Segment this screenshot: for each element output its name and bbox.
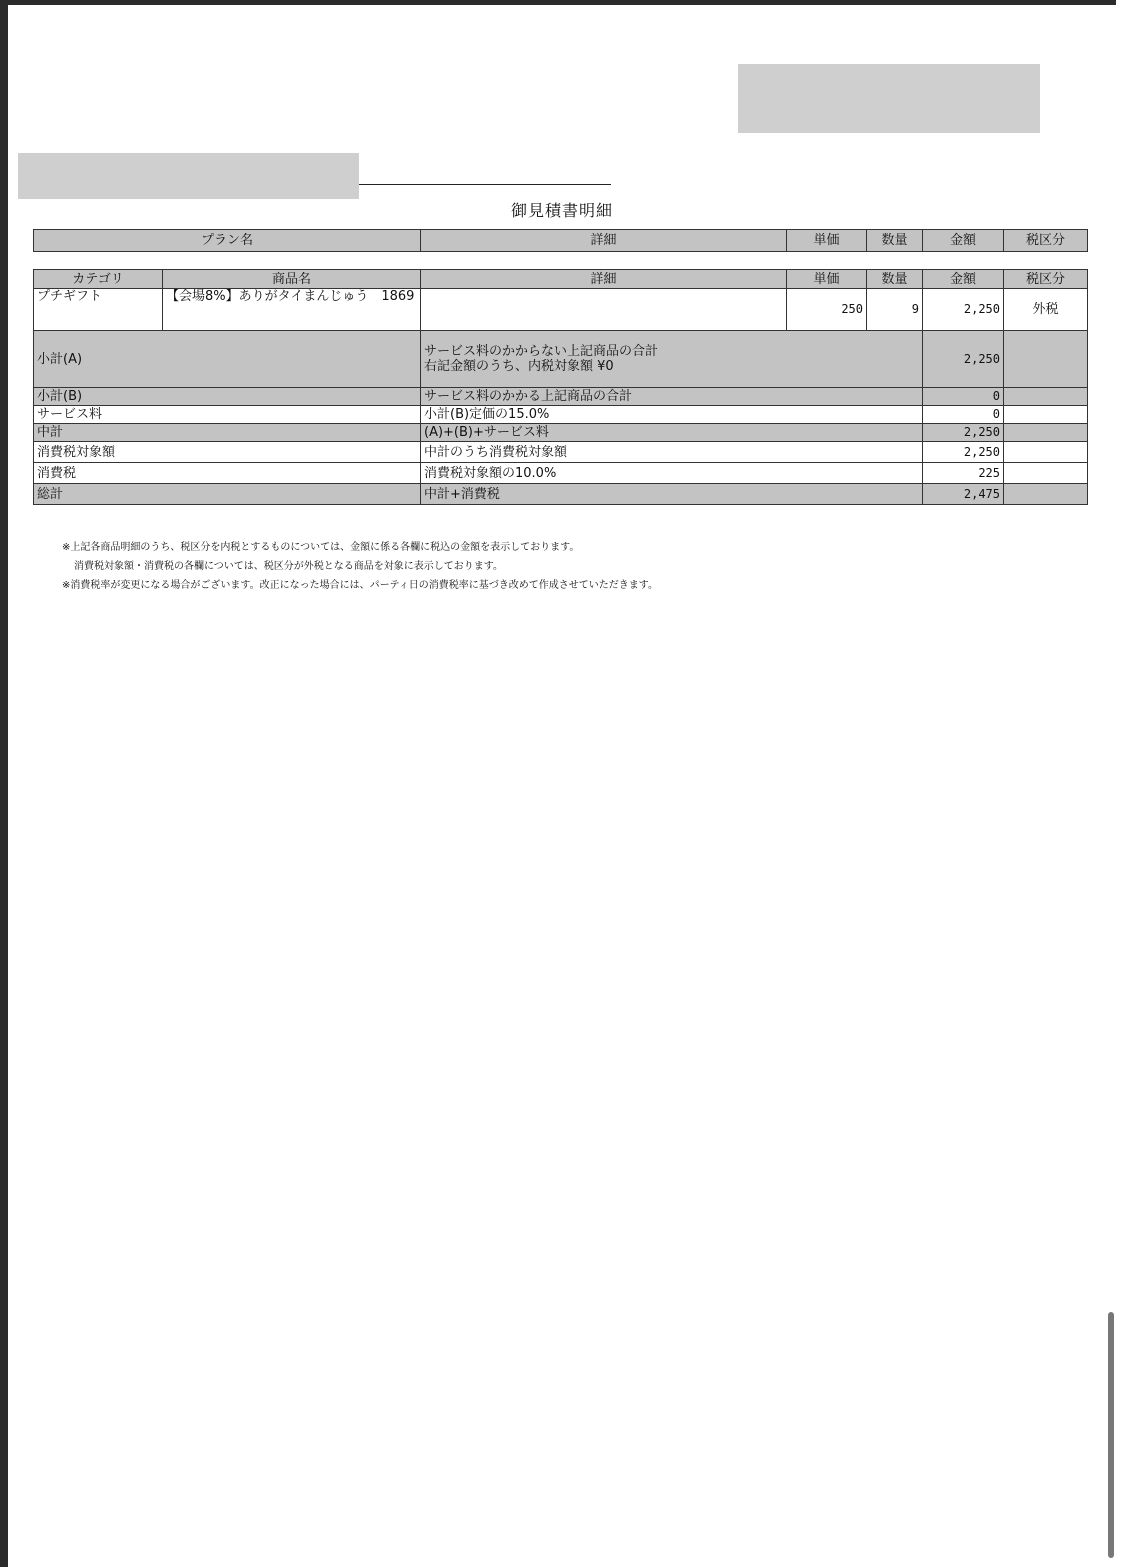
- subtotal-a-amount: 2,250: [923, 331, 1004, 388]
- item-amount: 2,250: [923, 289, 1004, 331]
- plan-tax-class-header: 税区分: [1004, 230, 1088, 252]
- footnotes: [62, 538, 658, 595]
- taxable-amount-tax-class: [1004, 442, 1088, 463]
- plan-name-header: プラン名: [34, 230, 421, 252]
- document-title: 御見積書明細: [510, 201, 613, 220]
- subtotal-b-detail: サービス料のかかる上記商品の合計: [421, 388, 923, 406]
- recipient-underline: [359, 184, 611, 185]
- items-header-row: [34, 270, 1088, 289]
- middle-total-detail: (A)+(B)+サービス料: [421, 424, 923, 442]
- grand-total-amount: 2,475: [923, 484, 1004, 505]
- scrollbar-track[interactable]: [1116, 0, 1125, 1567]
- plan-header-row: [34, 230, 1088, 252]
- redacted-block-top: [738, 64, 1040, 133]
- consumption-tax-label: 消費税: [34, 463, 421, 484]
- taxable-amount-label: 消費税対象額: [34, 442, 421, 463]
- grand-total-tax-class: [1004, 484, 1088, 505]
- item-quantity: 9: [867, 289, 923, 331]
- subtotal-a-detail-line2: 右記金額のうち、内税対象額 ¥0: [424, 359, 614, 374]
- plan-unit-price-header: 単価: [787, 230, 867, 252]
- scrollbar-thumb[interactable]: [1108, 1312, 1114, 1558]
- consumption-tax-tax-class: [1004, 463, 1088, 484]
- item-unit-price: 250: [787, 289, 867, 331]
- item-category: プチギフト: [34, 289, 163, 331]
- plan-amount-header: 金額: [923, 230, 1004, 252]
- tax-class-header: 税区分: [1004, 270, 1088, 289]
- unit-price-header: 単価: [787, 270, 867, 289]
- middle-total-amount: 2,250: [923, 424, 1004, 442]
- plan-quantity-header: 数量: [867, 230, 923, 252]
- consumption-tax-row: [34, 463, 1088, 484]
- footnote-1: ※上記各商品明細のうち、税区分を内税とするものについては、金額に係る各欄に税込の金額を表示しております。: [62, 542, 580, 553]
- grand-total-detail: 中計+消費税: [421, 484, 923, 505]
- items-table: [33, 269, 1088, 505]
- service-fee-row: [34, 406, 1088, 424]
- subtotal-a-label: 小計(A): [34, 331, 421, 388]
- item-detail: [421, 289, 787, 331]
- subtotal-b-amount: 0: [923, 388, 1004, 406]
- grand-total-row: [34, 484, 1088, 505]
- subtotal-b-row: [34, 388, 1088, 406]
- service-fee-detail: 小計(B)定価の15.0%: [421, 406, 923, 424]
- category-header: カテゴリ: [34, 270, 163, 289]
- taxable-amount-detail: 中計のうち消費税対象額: [421, 442, 923, 463]
- taxable-amount-row: [34, 442, 1088, 463]
- redacted-block-recipient: [18, 153, 359, 199]
- middle-total-tax-class: [1004, 424, 1088, 442]
- item-product: 【会場8%】ありがタイまんじゅう 1869: [163, 289, 421, 331]
- service-fee-amount: 0: [923, 406, 1004, 424]
- plan-detail-header: 詳細: [421, 230, 787, 252]
- table-row: [34, 289, 1088, 331]
- footnote-2: 消費税対象額・消費税の各欄については、税区分が外税となる商品を対象に表示しております。: [74, 561, 503, 572]
- plan-header-table: [33, 229, 1088, 252]
- middle-total-label: 中計: [34, 424, 421, 442]
- footnote-3: ※消費税率が変更になる場合がございます。改正になった場合には、パーティ日の消費税率に基づき改めて作成させていただきます。: [62, 580, 658, 591]
- quantity-header: 数量: [867, 270, 923, 289]
- consumption-tax-detail: 消費税対象額の10.0%: [421, 463, 923, 484]
- document-page: [8, 5, 1116, 1567]
- consumption-tax-amount: 225: [923, 463, 1004, 484]
- item-tax-class: 外税: [1004, 289, 1088, 331]
- subtotal-a-detail: [421, 331, 923, 388]
- subtotal-a-row: [34, 331, 1088, 388]
- service-fee-tax-class: [1004, 406, 1088, 424]
- grand-total-label: 総計: [34, 484, 421, 505]
- product-header: 商品名: [163, 270, 421, 289]
- subtotal-b-label: 小計(B): [34, 388, 421, 406]
- subtotal-a-detail-line1: サービス料のかからない上記商品の合計: [424, 344, 659, 359]
- service-fee-label: サービス料: [34, 406, 421, 424]
- amount-header: 金額: [923, 270, 1004, 289]
- detail-header: 詳細: [421, 270, 787, 289]
- middle-total-row: [34, 424, 1088, 442]
- taxable-amount-value: 2,250: [923, 442, 1004, 463]
- subtotal-a-tax-class: [1004, 331, 1088, 388]
- subtotal-b-tax-class: [1004, 388, 1088, 406]
